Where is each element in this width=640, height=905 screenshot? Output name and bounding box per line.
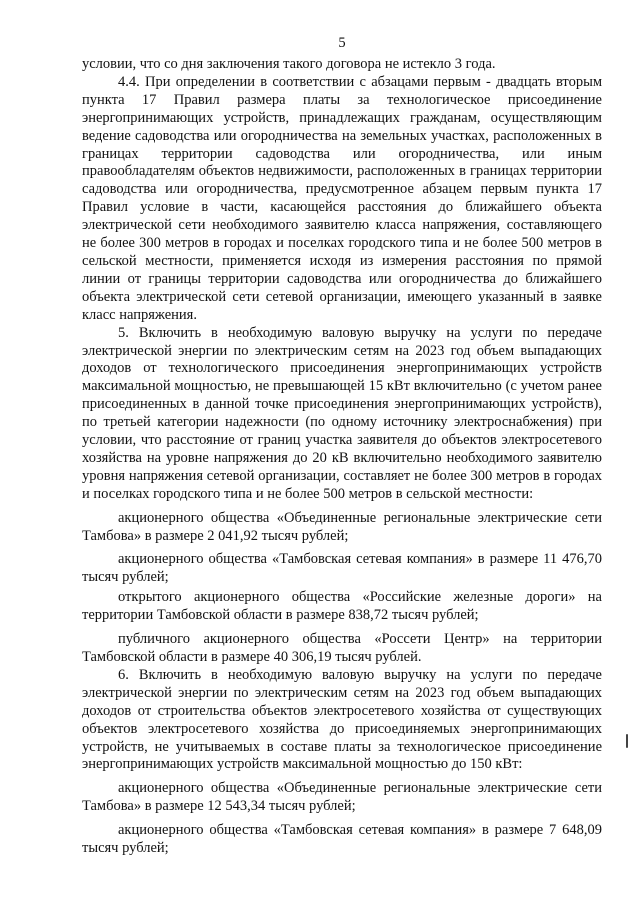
paragraph-6: 6. Включить в необходимую валовую выручку на услуги по передаче электрической энергии по электрическим сетям на 2023 год объем выпадающих доходов от строительства объектов электросетевого хозяйства от существующих объектов электросетевого хозяйства до присоединяемых энергопринимающих устройств, не учитываемых в составе платы за технологическое присоединение энергопринимающих устройств максимальной мощностью до 150 кВт: <box>82 666 602 773</box>
document-page <box>82 34 602 858</box>
scan-mark <box>626 734 628 748</box>
paragraph-5-item-tsk: акционерного общества «Тамбовская сетевая компания» в размере 11 476,70 тысяч рублей; <box>82 551 602 586</box>
paragraph-5-item-rzd: открытого акционерного общества «Российские железные дороги» на территории Тамбовской области в размере 838,72 тысяч рублей; <box>82 589 602 624</box>
paragraph-continuation: условии, что со дня заключения такого договора не истекло 3 года. <box>82 56 496 72</box>
paragraph-5-item-rosseti: публичного акционерного общества «Россети Центр» на территории Тамбовской области в размере 40 306,19 тысяч рублей. <box>82 631 602 665</box>
page-number: 5 <box>338 35 346 51</box>
paragraph-4-4: 4.4. При определении в соответствии с абзацами первым - двадцать вторым пункта 17 Правил размера платы за технологическое присоединение энергопринимающих устройств, принадлежащих гражданам, осуществляющим ведение садоводства или огородничества на земельных участках, расположенных в границах территории садоводства или огородничества, или иным правообладателям объектов недвижимости, расположенных в границах территории садоводства или огородничества, предусмотренное абзацем первым пункта 17 Правил условие в части, касающейся расстояния до ближайшего объекта электрической сети необходимого заявителю класса напряжения, составляющего не более 300 метров в городах и поселках городского типа и не более 500 метров в сельской местности, применяется исходя из измерения расстояния по прямой линии от границы территории садоводства или огородничества до ближайшего объекта электрической сети сетевой организации, имеющего указанный в заявке класс напряжения. <box>82 73 602 323</box>
paragraph-5: 5. Включить в необходимую валовую выручку на услуги по передаче электрической энергии по электрическим сетям на 2023 год объем выпадающих доходов от технологического присоединения энергопринимающих устройств максимальной мощностью, не превышающей 15 кВт включительно (с учетом ранее присоединенных в данной точке присоединения энергопринимающих устройств), по третьей категории надежности (по одному источнику электроснабжения) при условии, что расстояние от границ участка заявителя до объектов электросетевого хозяйства на уровне напряжения до 20 кВ включительно необходимого заявителю уровня напряжения сетевой организации, составляет не более 300 метров в городах и поселках городского типа и не более 500 метров в сельской местности: <box>82 324 602 502</box>
paragraph-6-item-orest: акционерного общества «Объединенные региональные электрические сети Тамбова» в размере 12 543,34 тысяч рублей; <box>82 780 602 815</box>
paragraph-5-item-orest: акционерного общества «Объединенные региональные электрические сети Тамбова» в размере 2 041,92 тысяч рублей; <box>82 509 602 544</box>
paragraph-6-item-tsk: акционерного общества «Тамбовская сетевая компания» в размере 7 648,09 тысяч рублей; <box>82 822 602 857</box>
